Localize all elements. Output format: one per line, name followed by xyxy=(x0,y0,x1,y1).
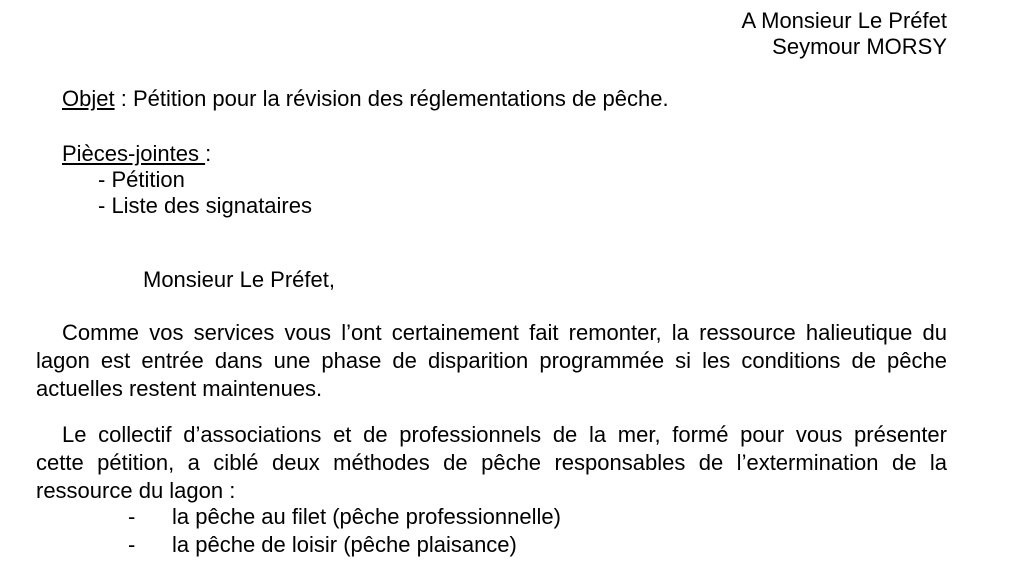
fishing-methods-list xyxy=(36,503,947,559)
list-item-dash: - xyxy=(128,532,136,557)
attachment-item: - Liste des signataires xyxy=(98,193,312,218)
subject-separator: : xyxy=(114,86,133,111)
paragraph-2-line-2: cette pétition, a ciblé deux méthodes de pêche responsables de l’extermination de la xyxy=(36,450,947,475)
recipient-block xyxy=(0,8,947,60)
paragraph-2-line-3: ressource du lagon : xyxy=(36,478,236,503)
paragraph-1-line-2: lagon est entrée dans une phase de disparition programmée si les conditions de pêche xyxy=(36,348,947,373)
attachments-colon: : xyxy=(205,141,212,166)
list-item-text: la pêche de loisir (pêche plaisance) xyxy=(172,532,517,557)
salutation: Monsieur Le Préfet, xyxy=(143,267,335,292)
list-item-dash: - xyxy=(128,504,136,529)
recipient-line-2: Seymour MORSY xyxy=(772,34,947,59)
attachment-item: - Pétition xyxy=(98,167,185,192)
attachments-heading xyxy=(62,141,312,167)
subject-text: Pétition pour la révision des réglementations de pêche. xyxy=(132,86,669,111)
recipient-line-1: A Monsieur Le Préfet xyxy=(741,8,947,33)
paragraph-1 xyxy=(36,319,947,403)
attachments-label: Pièces-jointes xyxy=(62,141,206,166)
attachments-block xyxy=(62,141,312,219)
paragraph-1-line-1: Comme vos services vous l’ont certainement fait remonter, la ressource halieutique du xyxy=(62,320,947,345)
paragraph-2 xyxy=(36,421,947,505)
list-item xyxy=(36,531,947,559)
list-item xyxy=(36,503,947,531)
paragraph-1-line-3: actuelles restent maintenues. xyxy=(36,376,323,401)
paragraph-2-line-1: Le collectif d’associations et de professionnels de la mer, formé pour vous présenter xyxy=(62,422,947,447)
list-item-text: la pêche au filet (pêche professionnelle) xyxy=(172,504,561,529)
subject-line xyxy=(62,85,669,113)
subject-label: Objet xyxy=(62,86,115,111)
